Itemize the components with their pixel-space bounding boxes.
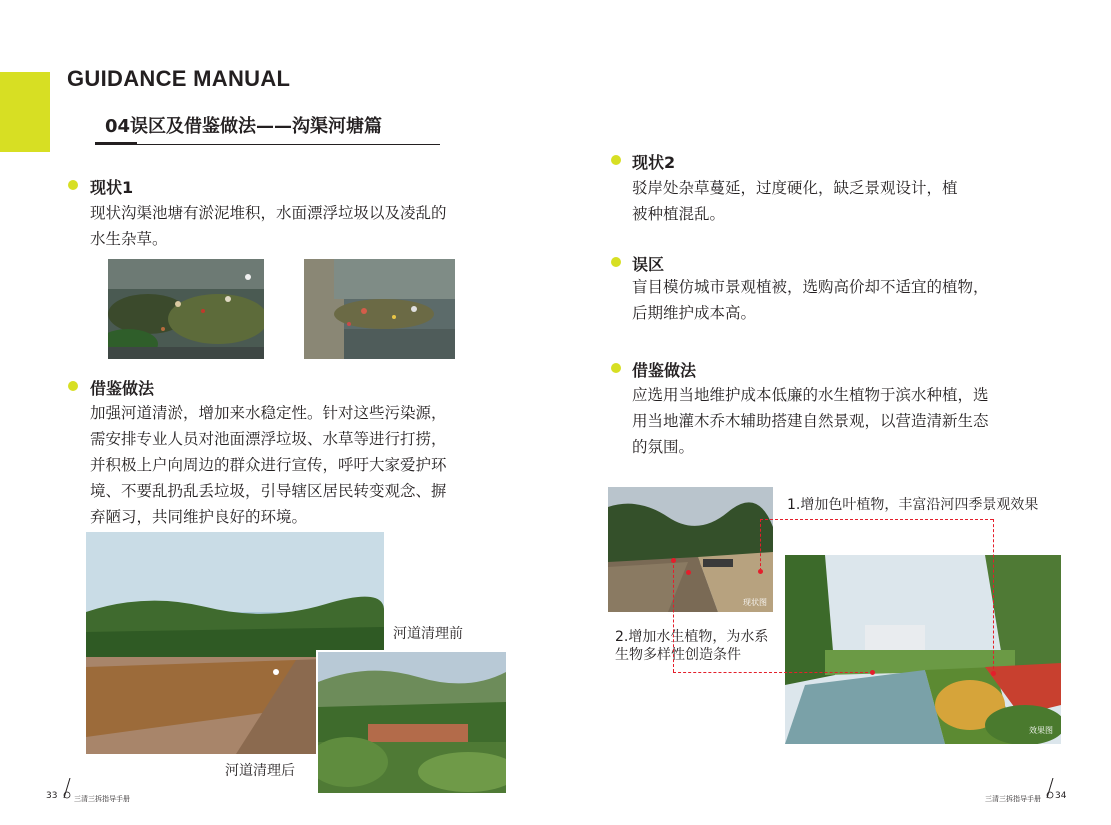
manual-title: GUIDANCE MANUAL xyxy=(67,66,291,91)
current-state-photo xyxy=(608,487,773,612)
section-title: 04误区及借鉴做法——沟渠河塘篇 xyxy=(105,116,383,137)
title-rule-accent xyxy=(95,142,137,145)
text-line: 境、不要乱扔乱丢垃圾，引导辖区居民转变观念、摒 xyxy=(90,482,447,500)
text-line: 驳岸处杂草蔓延，过度硬化，缺乏景观设计，植 xyxy=(632,179,958,197)
pond-garbage-photo-2 xyxy=(304,259,455,359)
bullet-icon xyxy=(68,381,78,391)
page-number-right: 34 xyxy=(1055,791,1067,801)
caption-before: 河道清理前 xyxy=(393,626,463,642)
text-line: 弃陋习，共同维护良好的环境。 xyxy=(90,508,308,526)
text-line: 加强河道清淤，增加来水稳定性。针对这些污染源， xyxy=(90,404,447,422)
status2-heading: 现状2 xyxy=(632,153,676,172)
marker-dot xyxy=(671,558,676,563)
page-mark-left xyxy=(60,778,74,804)
pond-garbage-photo-1 xyxy=(108,259,264,359)
status1-text xyxy=(90,200,540,252)
text-line: 用当地灌木乔木辅助搭建自然景观，以营造清新生态 xyxy=(632,412,989,430)
marker-dot xyxy=(991,671,996,676)
footer-text-left: 三清三拆指导手册 xyxy=(74,795,130,803)
text-line: 被种植混乱。 xyxy=(632,205,726,223)
current-state-label: 现状图 xyxy=(743,598,767,607)
dashed-connector xyxy=(760,519,993,520)
dashed-connector xyxy=(760,519,761,571)
dashed-connector xyxy=(993,519,994,674)
marker-dot xyxy=(758,569,763,574)
text-line: 后期维护成本高。 xyxy=(632,304,757,322)
accent-bar xyxy=(0,72,50,152)
page-number-left: 33 xyxy=(46,791,58,801)
practice-heading-right: 借鉴做法 xyxy=(632,361,697,380)
text-line: 并积极上户向周边的群众进行宣传，呼吁大家爱护环 xyxy=(90,456,447,474)
status1-heading: 现状1 xyxy=(90,178,134,197)
text-line: 应选用当地维护成本低廉的水生植物于滨水种植，选 xyxy=(632,386,989,404)
text-line: 水生杂草。 xyxy=(90,230,168,248)
dashed-connector xyxy=(673,560,674,672)
annotation-1: 1.增加色叶植物，丰富沿河四季景观效果 xyxy=(787,497,1039,513)
text-line: 需安排专业人员对池面漂浮垃圾、水草等进行打捞， xyxy=(90,430,447,448)
mistake-text xyxy=(632,274,1072,326)
effect-rendering-photo xyxy=(785,555,1061,744)
status2-text xyxy=(632,175,1072,227)
mistake-heading: 误区 xyxy=(632,255,665,274)
text-line: 现状沟渠池塘有淤泥堆积，水面漂浮垃圾以及凌乱的 xyxy=(90,204,447,222)
bullet-icon xyxy=(611,155,621,165)
bullet-icon xyxy=(68,180,78,190)
marker-dot xyxy=(686,570,691,575)
title-rule xyxy=(95,144,440,145)
bullet-icon xyxy=(611,257,621,267)
river-after-photo xyxy=(316,650,508,795)
practice-text-right xyxy=(632,382,1072,460)
marker-dot xyxy=(870,670,875,675)
footer-text-right: 三清三拆指导手册 xyxy=(985,795,1041,803)
caption-after: 河道清理后 xyxy=(225,763,295,779)
text-line: 2.增加水生植物，为水系 xyxy=(615,629,769,645)
practice-heading: 借鉴做法 xyxy=(90,379,155,398)
dashed-connector xyxy=(673,672,873,673)
text-line: 的氛围。 xyxy=(632,438,695,456)
text-line: 生物多样性创造条件 xyxy=(615,647,741,663)
text-line: 盲目模仿城市景观植被，选购高价却不适宜的植物， xyxy=(632,278,989,296)
bullet-icon xyxy=(611,363,621,373)
annotation-2 xyxy=(615,628,768,664)
practice-text xyxy=(90,400,540,530)
effect-label: 效果图 xyxy=(1029,726,1053,735)
